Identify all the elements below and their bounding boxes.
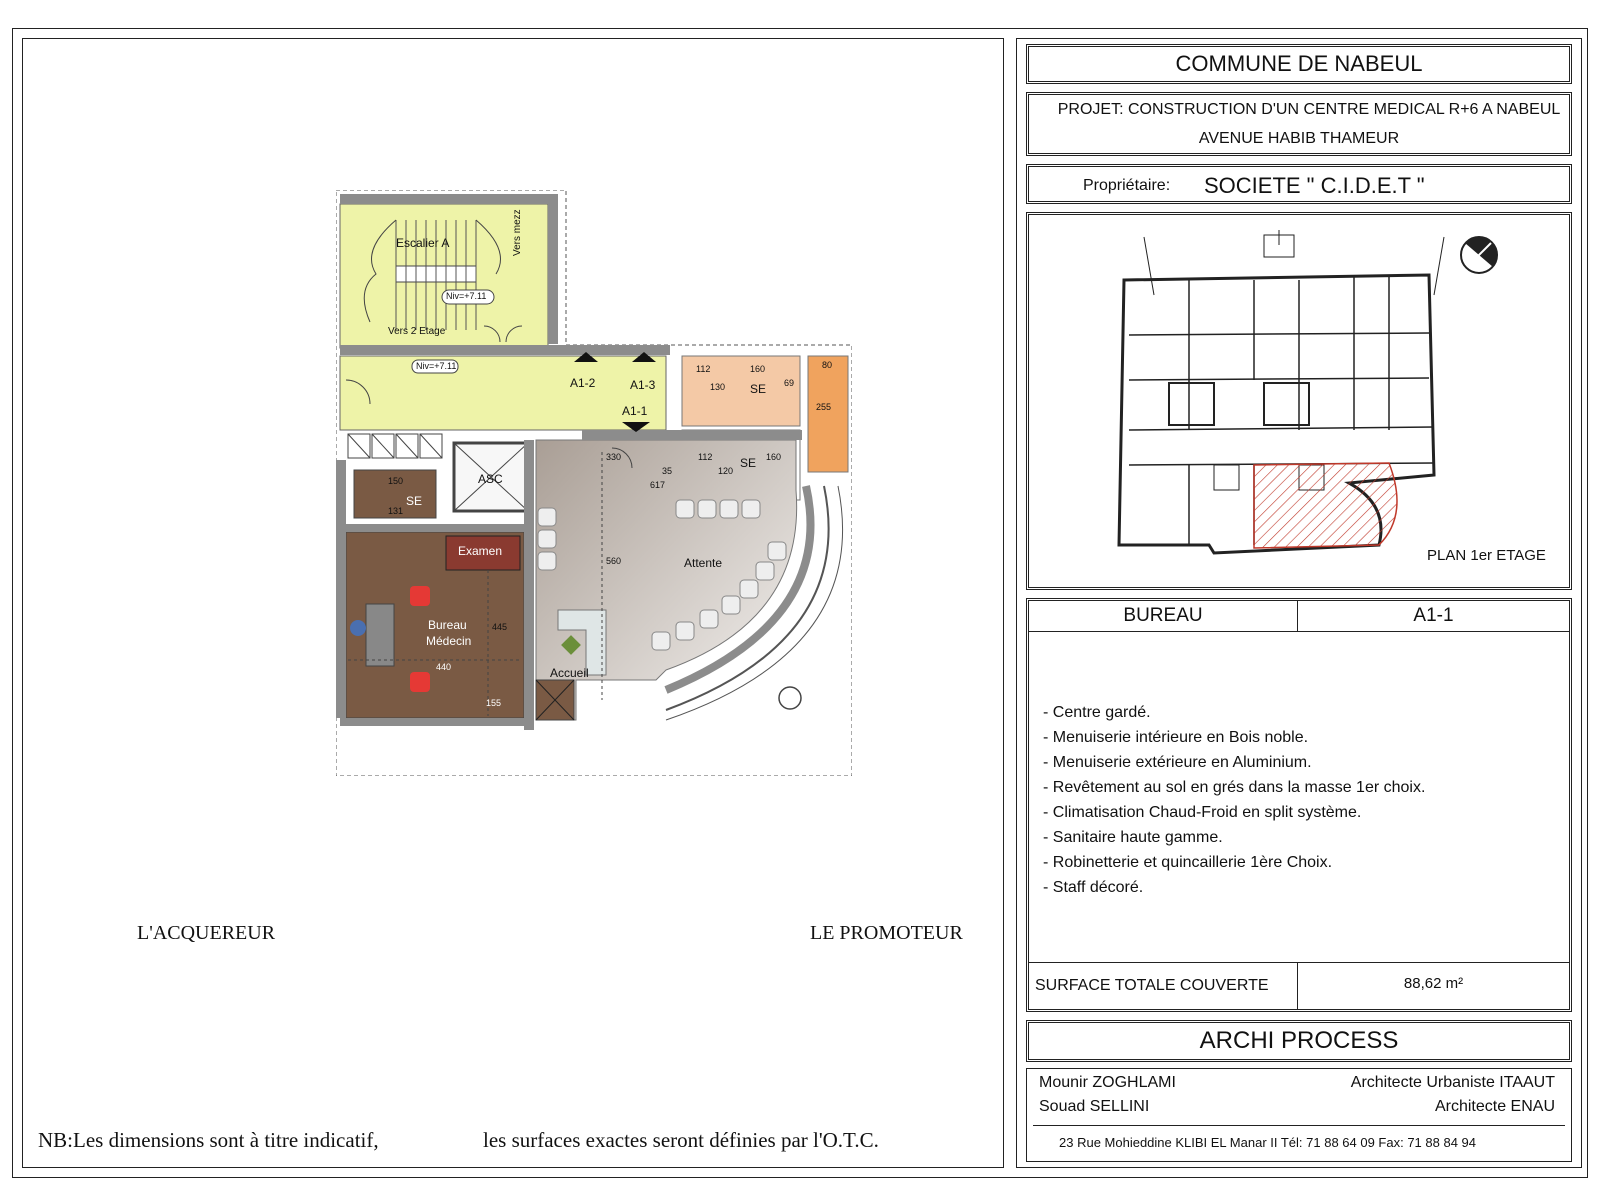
dim-160b: 160 — [766, 452, 782, 462]
floor-plan — [336, 190, 852, 776]
feature-item: - Centre gardé. — [1043, 700, 1425, 725]
section-marker-a1-2: A1-2 — [570, 376, 596, 390]
dim-120: 120 — [718, 466, 734, 476]
unit-id: A1-1 — [1413, 605, 1454, 626]
highlighted-unit — [1254, 463, 1397, 548]
dim-131: 131 — [388, 506, 404, 516]
label-bureau: Bureau — [428, 618, 467, 632]
unit-header — [1029, 601, 1569, 632]
project-line2: AVENUE HABIB THAMEUR — [1198, 130, 1400, 147]
firm-box — [1026, 1020, 1572, 1062]
label-niv-corridor: Niv=+7.11 — [416, 361, 457, 371]
label-se-top: SE — [750, 382, 767, 396]
section-marker-a1-1: A1-1 — [622, 404, 648, 418]
label-escalier: Escalier A — [396, 236, 450, 250]
label-se-mid: SE — [740, 456, 757, 470]
firm-name: ARCHI PROCESS — [1199, 1027, 1399, 1054]
dim-445: 445 — [492, 622, 508, 632]
dim-330: 330 — [606, 452, 622, 462]
key-plan-box — [1026, 212, 1572, 590]
unit-box — [1026, 598, 1572, 1012]
architect2-title: Architecte ENAU — [1434, 1098, 1555, 1115]
project-box — [1026, 92, 1572, 156]
dim-155: 155 — [486, 698, 502, 708]
feature-item: - Staff décoré. — [1043, 875, 1425, 900]
dim-35: 35 — [662, 466, 673, 476]
commune-title: COMMUNE DE NABEUL — [1175, 51, 1423, 76]
nb-note-part1: NB:Les dimensions sont à titre indicatif, — [38, 1128, 379, 1152]
project-line1: PROJET: CONSTRUCTION D'UN CENTRE MEDICAL R+6 A NABEUL — [1057, 101, 1561, 118]
label-examen: Examen — [458, 544, 503, 558]
label-niv-stair: Niv=+7.11 — [446, 291, 487, 301]
label-asc: ASC — [478, 472, 503, 486]
features-list — [1043, 700, 1425, 900]
owner-value: SOCIETE " C.I.D.E.T " — [1204, 173, 1425, 198]
address-rule — [1033, 1125, 1565, 1126]
promoteur-label: LE PROMOTEUR — [810, 922, 963, 944]
commune-title-box — [1026, 44, 1572, 84]
feature-item: - Menuiserie intérieure en Bois noble. — [1043, 725, 1425, 750]
label-attente: Attente — [684, 556, 723, 570]
feature-item: - Robinetterie et quincaillerie 1ère Choix. — [1043, 850, 1425, 875]
label-se-left: SE — [406, 494, 423, 508]
key-plan-caption: PLAN 1er ETAGE — [1427, 547, 1546, 564]
owner-box — [1026, 164, 1572, 204]
architect1-name: Mounir ZOGHLAMI — [1039, 1074, 1176, 1091]
label-vers-etage: Vers 2 Etage — [388, 326, 446, 337]
dim-112a: 112 — [696, 364, 711, 374]
dim-150: 150 — [388, 476, 404, 486]
dim-440: 440 — [436, 662, 452, 672]
architects-block — [1026, 1068, 1572, 1162]
feature-item: - Sanitaire haute gamme. — [1043, 825, 1425, 850]
feature-item: - Revêtement au sol en grés dans la masse 1er choix. — [1043, 775, 1425, 800]
floor-plan-drawing — [336, 190, 852, 776]
address: 23 Rue Mohieddine KLIBI EL Manar II Tél: 71 88 64 09 Fax: 71 88 84 94 — [1059, 1135, 1476, 1150]
surface-row — [1029, 962, 1569, 1009]
dim-560: 560 — [606, 556, 622, 566]
architect2-name: Souad SELLINI — [1039, 1098, 1150, 1115]
dim-69: 69 — [784, 378, 795, 388]
unit-type: BUREAU — [1123, 605, 1203, 626]
dim-617: 617 — [650, 480, 666, 490]
section-marker-a1-3: A1-3 — [630, 378, 656, 392]
feature-item: - Climatisation Chaud-Froid en split système. — [1043, 800, 1425, 825]
dim-255: 255 — [816, 402, 832, 412]
label-vers-mezz: Vers mezz — [512, 209, 523, 256]
nb-note-part2: les surfaces exactes seront définies par l'O.T.C. — [483, 1128, 879, 1152]
dim-80: 80 — [822, 360, 833, 370]
dim-112b: 112 — [698, 452, 713, 462]
surface-value: 88,62 m² — [1403, 975, 1464, 992]
architect1-title: Architecte Urbaniste ITAAUT — [1350, 1074, 1555, 1091]
surface-label: SURFACE TOTALE COUVERTE — [1035, 977, 1269, 994]
feature-item: - Menuiserie extérieure en Aluminium. — [1043, 750, 1425, 775]
key-plan-drawing — [1029, 215, 1569, 587]
owner-label: Propriétaire: — [1083, 177, 1171, 194]
dim-130: 130 — [710, 382, 726, 392]
label-accueil: Accueil — [550, 666, 589, 680]
acquereur-label: L'ACQUEREUR — [137, 922, 276, 944]
label-medecin: Médecin — [426, 634, 472, 648]
dim-160a: 160 — [750, 364, 766, 374]
